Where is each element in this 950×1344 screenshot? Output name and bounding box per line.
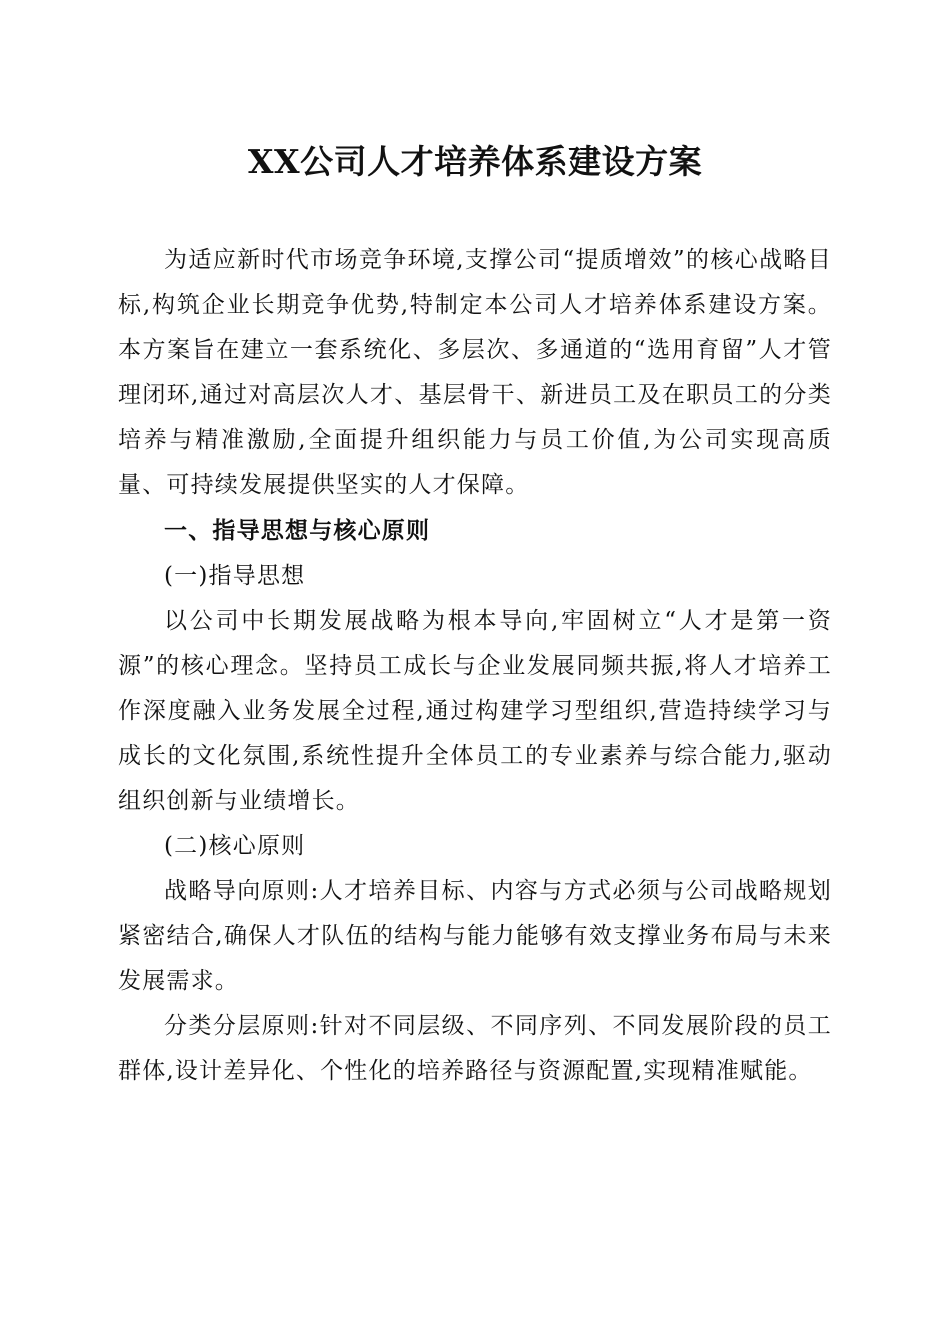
section-heading-guiding-principles: 一、指导思想与核心原则 — [164, 518, 431, 544]
strategy-principle-paragraph: 战略导向原则:人才培养目标、内容与方式必须与公司战略规划紧密结合,确保人才队伍的结构与能力能够有效支撑业务布局与未来发展需求。 — [118, 878, 832, 994]
classification-principle-paragraph: 分类分层原则:针对不同层级、不同序列、不同发展阶段的员工群体,设计差异化、个性化的培养路径与资源配置,实现精准赋能。 — [118, 1013, 832, 1084]
document-title: XX公司人才培养体系建设方案 — [247, 142, 703, 181]
document-body — [118, 238, 832, 1094]
guiding-ideology-paragraph: 以公司中长期发展战略为根本导向,牢固树立“人才是第一资源”的核心理念。坚持员工成长与企业发展同频共振,将人才培养工作深度融入业务发展全过程,通过构建学习型组织,营造持续学习与成长的文化氛围,系统性提升全体员工的专业素养与综合能力,驱动组织创新与业绩增长。 — [118, 608, 832, 814]
subsection-heading-core-principles: (二)核心原则 — [164, 833, 306, 859]
subsection-heading-guiding-ideology: (一)指导思想 — [164, 563, 306, 589]
intro-paragraph: 为适应新时代市场竞争环境,支撑公司“提质增效”的核心战略目标,构筑企业长期竞争优势,特制定本公司人才培养体系建设方案。本方案旨在建立一套系统化、多层次、多通道的“选用育留”人才管理闭环,通过对高层次人才、基层骨干、新进员工及在职员工的分类培养与精准激励,全面提升组织能力与员工价值,为公司实现高质量、可持续发展提供坚实的人才保障。 — [118, 247, 832, 498]
